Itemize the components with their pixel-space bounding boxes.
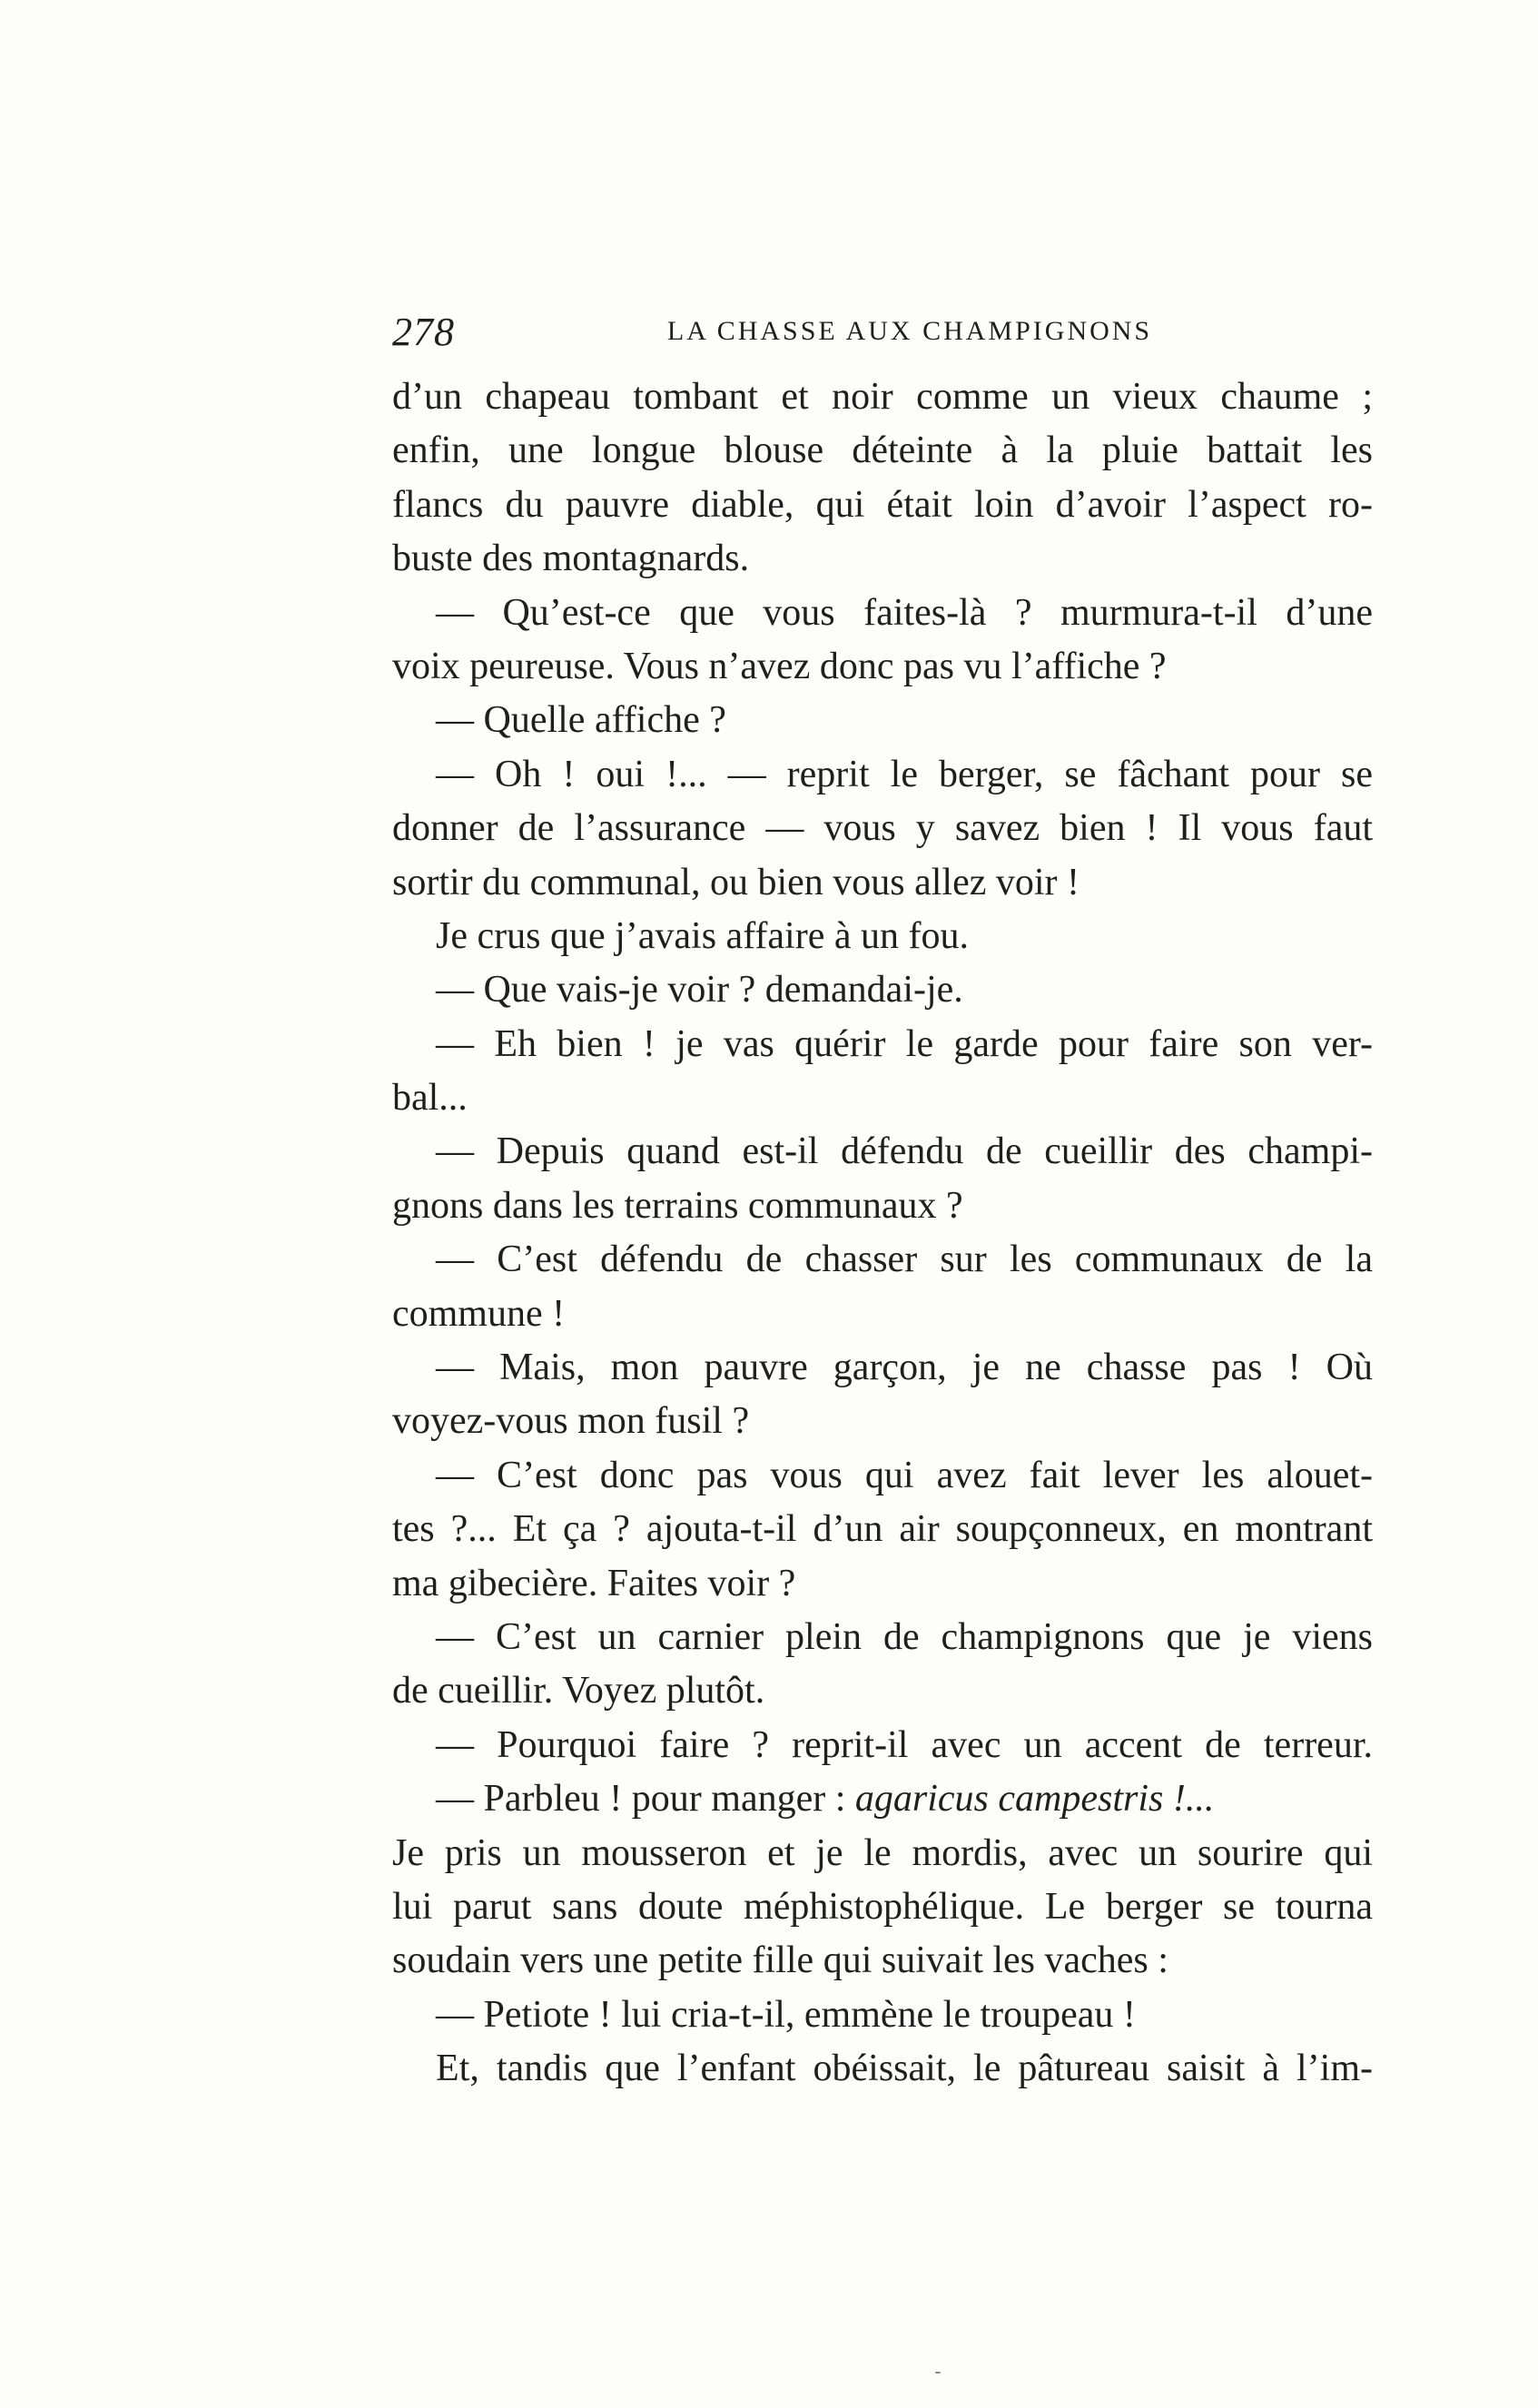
text-line: flancs du pauvre diable, qui était loin d’avoir l’aspect ro- <box>392 483 1373 526</box>
running-head <box>392 309 1373 363</box>
text-line: — Oh ! oui !... — reprit le berger, se fâchant pour se <box>436 753 1373 795</box>
text-line: ma gibecière. Faites voir ? <box>392 1562 796 1604</box>
text-line: — Qu’est-ce que vous faites-là ? murmura-t-il d’une <box>436 591 1373 634</box>
text-line: commune ! <box>392 1292 566 1335</box>
text-line: Et, tandis que l’enfant obéissait, le pâtureau saisit à l’im- <box>436 2048 1373 2090</box>
text-line: gnons dans les terrains communaux ? <box>392 1184 963 1227</box>
body-text <box>392 370 1373 2097</box>
text-line: Je crus que j’avais affaire à un fou. <box>436 914 969 957</box>
text-line: enfin, une longue blouse déteinte à la pluie battait les <box>392 429 1373 472</box>
text-line: — Que vais-je voir ? demandai-je. <box>436 969 963 1012</box>
text-line: Je pris un mousseron et je le mordis, avec un sourire qui <box>392 1831 1373 1874</box>
text-line-roman: — Parbleu ! pour manger : <box>436 1778 855 1821</box>
text-line: soudain vers une petite fille qui suivait les vaches : <box>392 1939 1168 1982</box>
text-line: — Petiote ! lui cria-t-il, emmène le troupeau ! <box>436 1993 1136 2036</box>
text-line: — C’est donc pas vous qui avez fait lever les alouet- <box>436 1454 1373 1496</box>
text-line: — C’est un carnier plein de champignons que je viens <box>436 1615 1373 1658</box>
text-line: — C’est défendu de chasser sur les communaux de la <box>436 1239 1373 1281</box>
text-line: tes ?... Et ça ? ajouta-t-il d’un air soupçonneux, en montrant <box>392 1508 1373 1551</box>
text-line: — Pourquoi faire ? reprit-il avec un accent de terreur. <box>436 1723 1373 1766</box>
latin-species-name: agaricus campestris !... <box>854 1778 1215 1821</box>
text-line: — Eh bien ! je vas quérir le garde pour faire son ver- <box>436 1022 1373 1065</box>
text-line: — Quelle affiche ? <box>436 699 726 742</box>
text-line: lui parut sans doute méphistophélique. Le berger se tourna <box>392 1885 1373 1928</box>
paper-speck <box>935 2372 941 2373</box>
text-line: buste des montagnards. <box>392 538 750 580</box>
text-line: — Depuis quand est-il défendu de cueillir des champi- <box>436 1130 1373 1173</box>
page-number: 278 <box>392 310 455 354</box>
text-line: voyez-vous mon fusil ? <box>392 1400 750 1443</box>
text-line: donner de l’assurance — vous y savez bien ! Il vous faut <box>392 807 1373 850</box>
text-line: de cueillir. Voyez plutôt. <box>392 1670 765 1712</box>
text-line: bal... <box>392 1077 468 1120</box>
text-line <box>392 1772 1373 1826</box>
text-line: d’un chapeau tombant et noir comme un vieux chaume ; <box>392 376 1373 418</box>
text-line: — Mais, mon pauvre garçon, je ne chasse pas ! Où <box>436 1347 1373 1389</box>
text-line: sortir du communal, ou bien vous allez voir ! <box>392 861 1080 903</box>
running-title: LA CHASSE AUX CHAMPIGNONS <box>666 316 1153 346</box>
text-line: voix peureuse. Vous n’avez donc pas vu l’affiche ? <box>392 645 1167 687</box>
